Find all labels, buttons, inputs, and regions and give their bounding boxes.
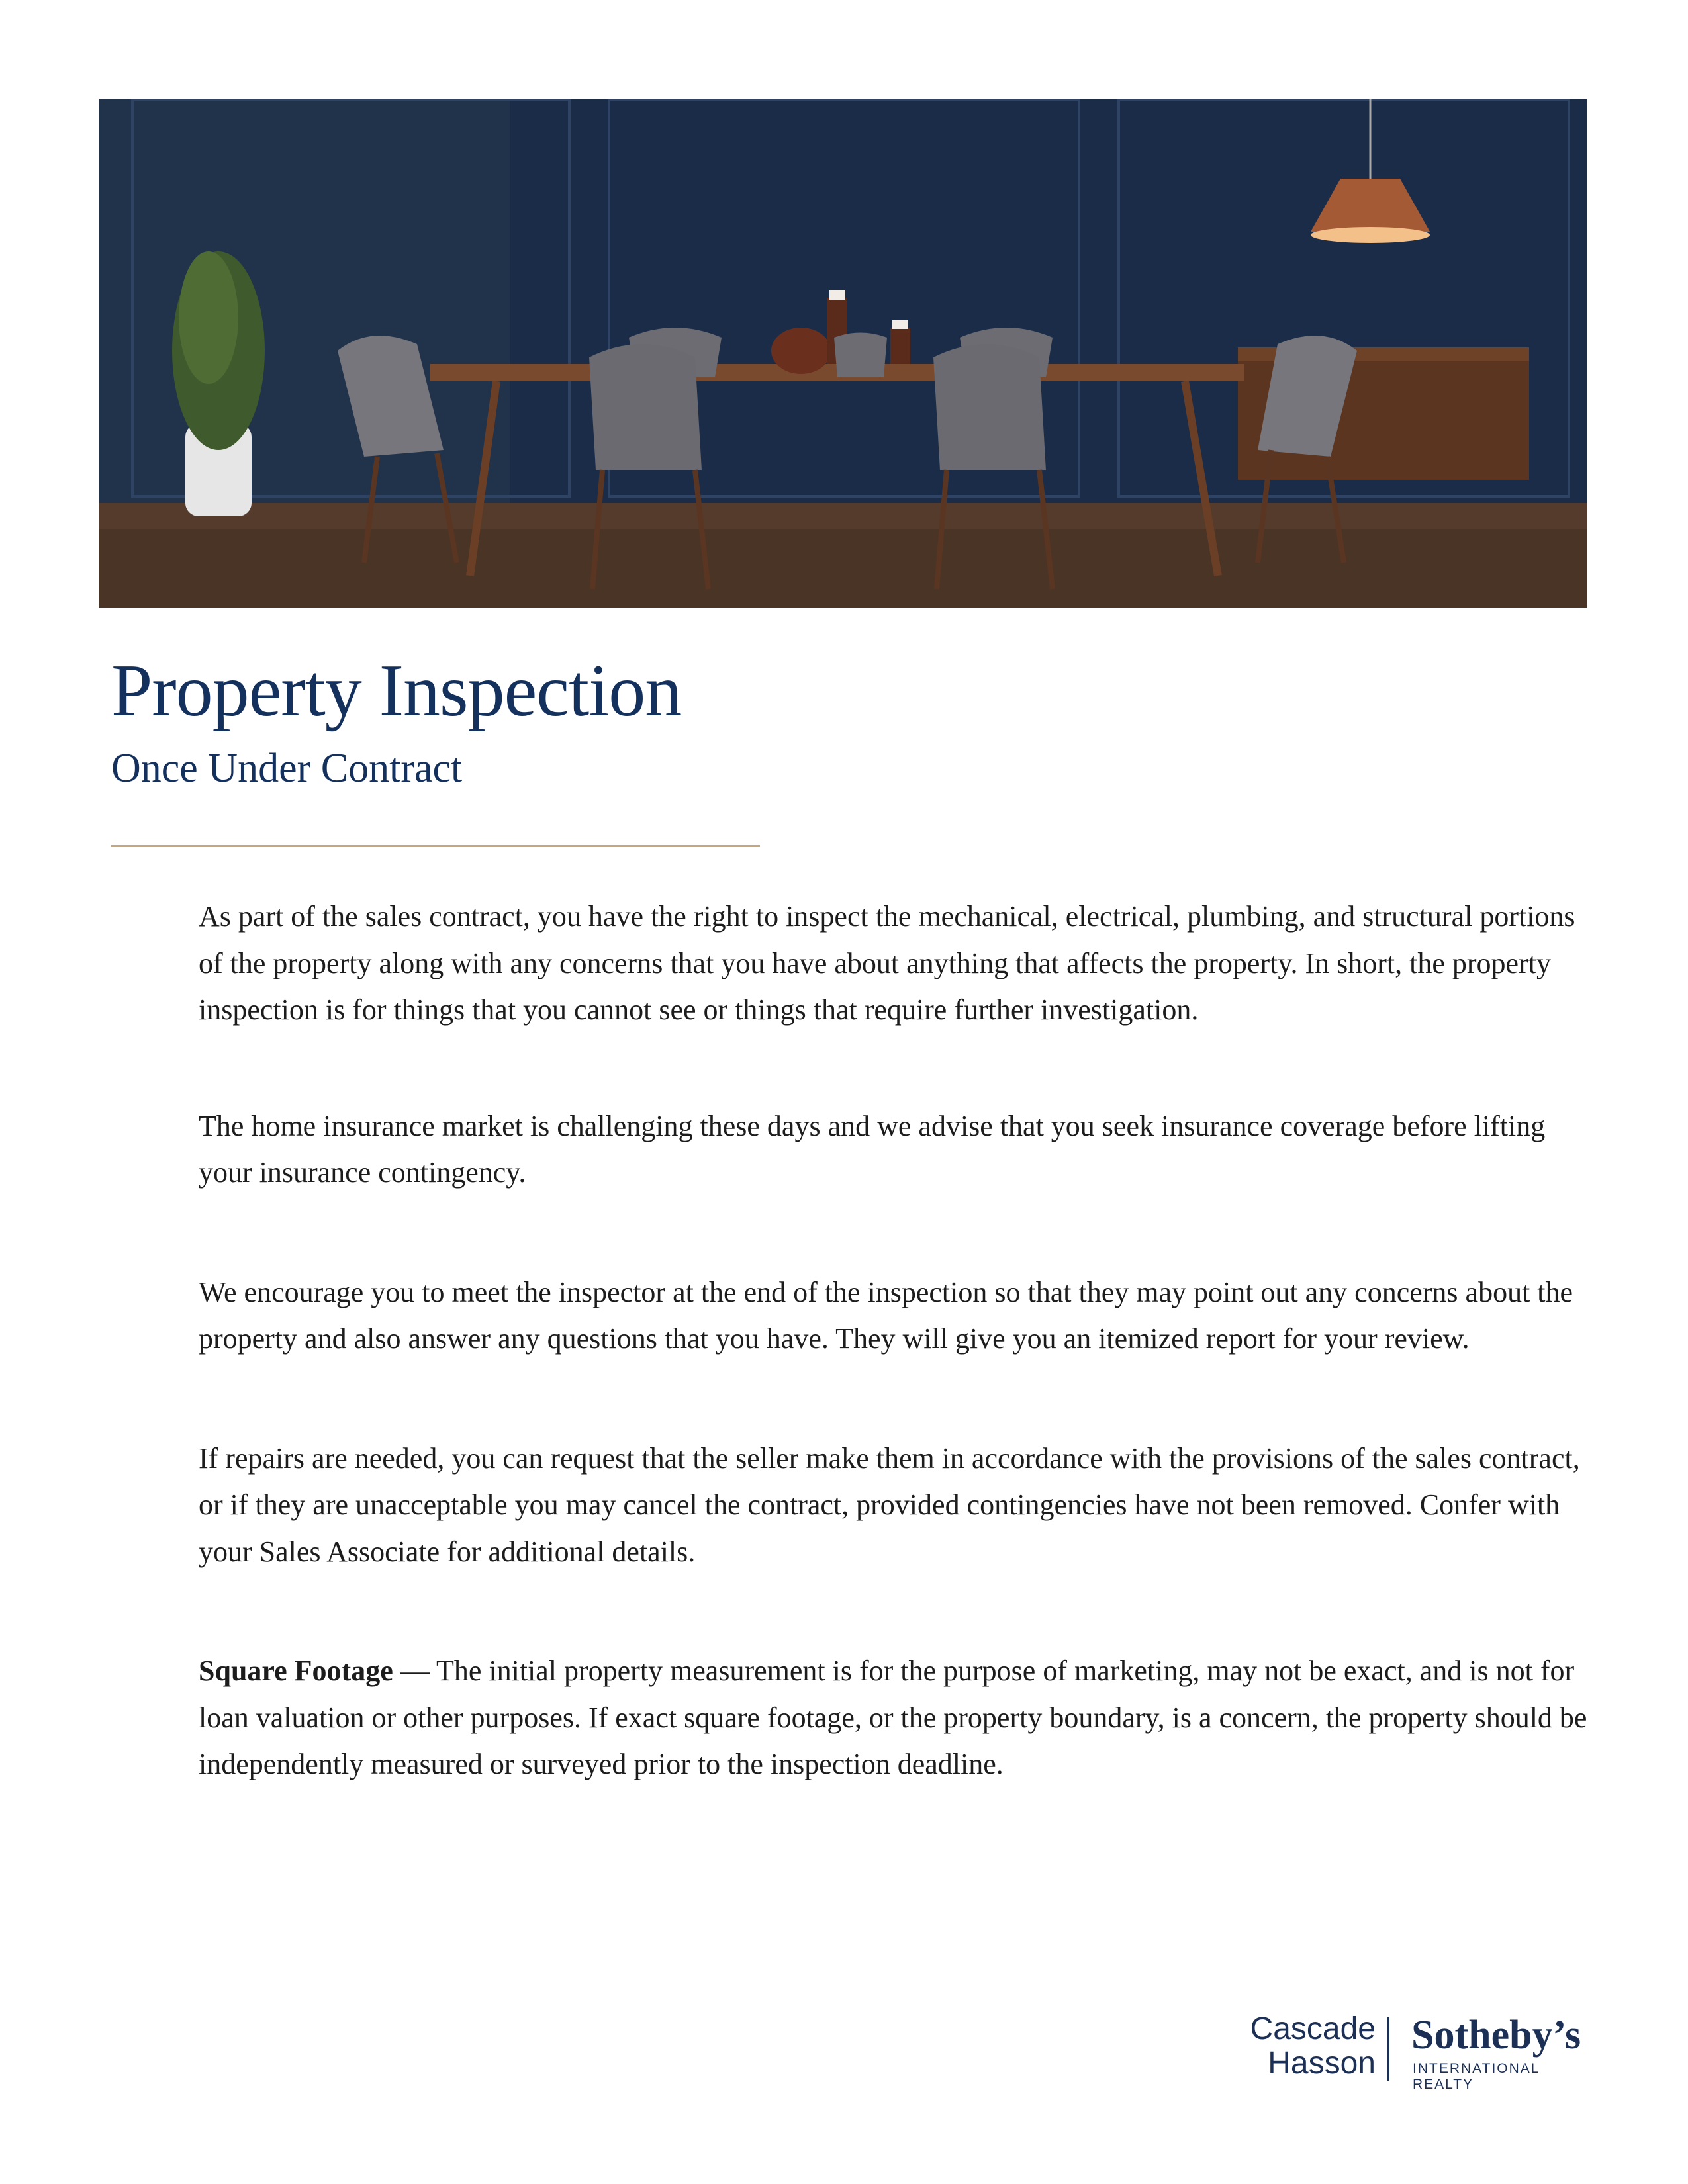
logo-cascade-hasson — [1250, 2012, 1376, 2081]
paragraph-insurance: The home insurance market is challenging these days and we advise that you seek insurance coverage before lifting your insurance contingency. — [199, 1109, 1546, 1189]
title-divider — [111, 845, 760, 847]
body-content — [199, 893, 1589, 1858]
paragraph-inspection-rights: As part of the sales contract, you have the right to inspect the mechanical, electrical, plumbing, and structural portions of the property along with any concerns that you have about anything that affects the property. In short, the property inspection is for things that you cannot see or things that require further investigation. — [199, 900, 1575, 1026]
logo-line-1: Cascade — [1250, 2011, 1376, 2046]
logo-line-2: Hasson — [1268, 2046, 1376, 2081]
paragraph-meet-inspector: We encourage you to meet the inspector at the end of the inspection so that they may point out any concerns about the property and also answer any questions that you have. They will give you an itemized report for your review. — [199, 1275, 1573, 1355]
dining-room-illustration — [99, 99, 1587, 608]
logo-brand: Sotheby’s — [1411, 2013, 1581, 2058]
logo-divider — [1387, 2017, 1389, 2081]
page-title: Property Inspection — [111, 650, 682, 732]
square-footage-text: — The initial property measurement is for the purpose of marketing, may not be exact, and is not for loan valuation or other purposes. If exact square footage, or the property boundary, is a concern, the property should be independently measured or surveyed prior to the inspection deadline. — [199, 1655, 1587, 1780]
square-footage-label: Square Footage — [199, 1655, 393, 1687]
paragraph-square-footage — [199, 1648, 1589, 1788]
brokerage-logo — [1250, 2011, 1595, 2092]
paragraph-repairs: If repairs are needed, you can request that the seller make them in accordance with the provisions of the sales contract, or if they are unacceptable you may cancel the contract, provided contingencies have not been removed. Confer with your Sales Associate for additional details. — [199, 1441, 1580, 1568]
hero-image — [99, 99, 1587, 608]
page-subtitle: Once Under Contract — [111, 746, 463, 791]
logo-brand-sub: INTERNATIONAL REALTY — [1413, 2061, 1540, 2092]
